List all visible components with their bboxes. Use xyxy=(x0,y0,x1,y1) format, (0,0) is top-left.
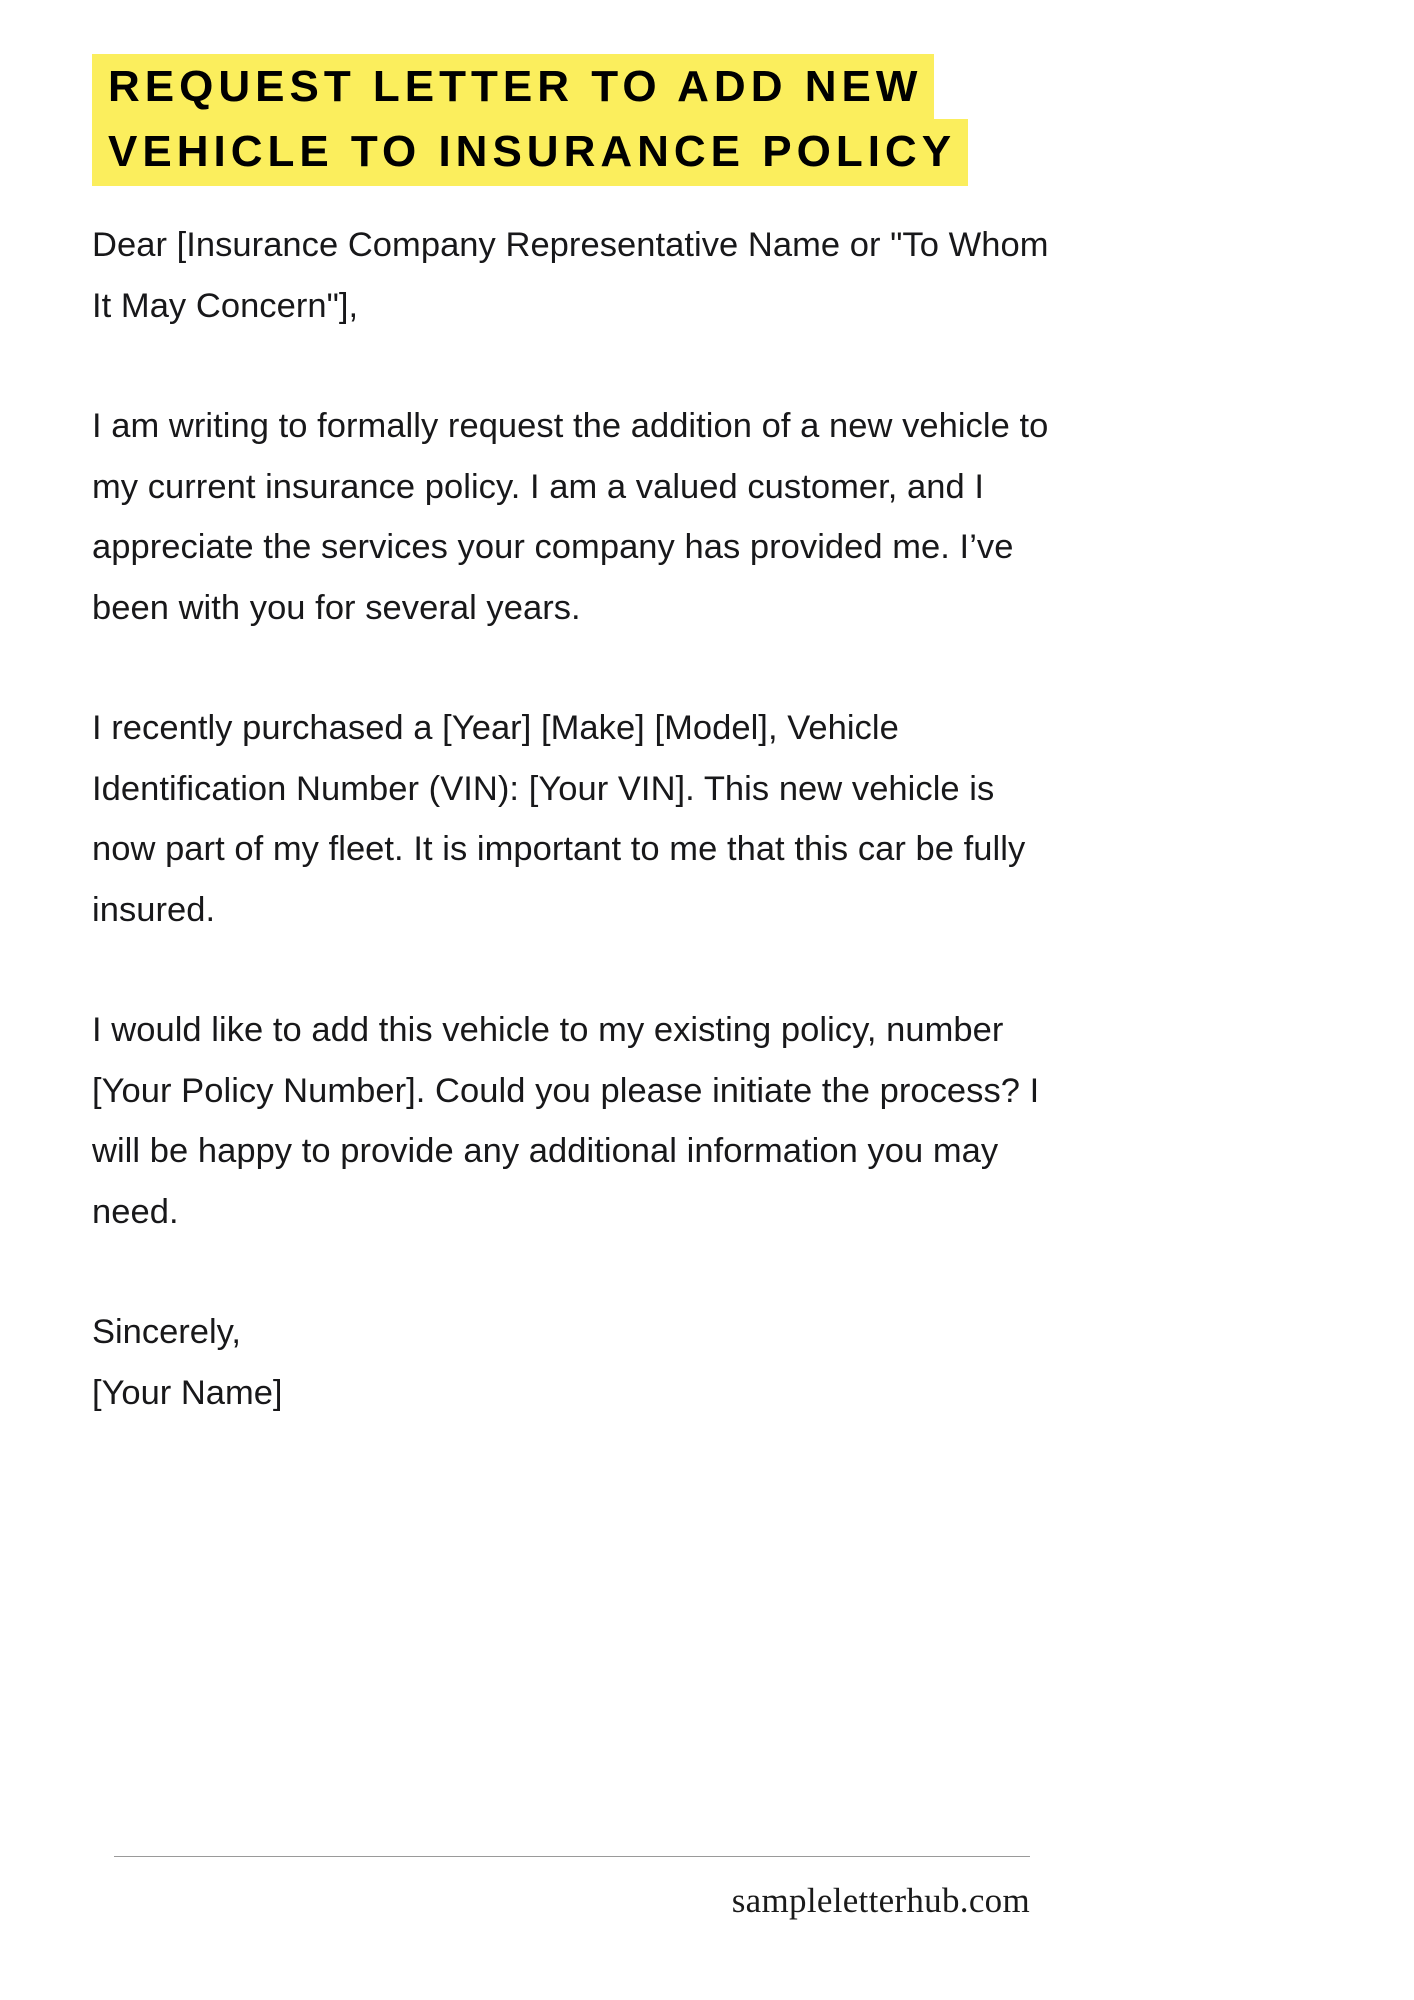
letter-body xyxy=(92,215,1057,1423)
salutation-paragraph: Dear [Insurance Company Representative Name or "To Whom It May Concern"], xyxy=(92,226,1049,325)
body-paragraph-2: I recently purchased a [Year] [Make] [Model], Vehicle Identification Number (VIN): [Your VIN]. This new vehicle is now part of my fleet. It is important to me that this car be fully insured. xyxy=(92,709,1026,929)
body-paragraph-1: I am writing to formally request the addition of a new vehicle to my current insurance policy. I am a valued customer, and I appreciate the services your company has provided me. I’ve been with you for several years. xyxy=(92,407,1049,627)
title-line-1: REQUEST LETTER TO ADD NEW xyxy=(92,54,934,121)
title-line-1-row xyxy=(92,56,1072,117)
page-title xyxy=(92,56,1072,182)
footer-website: sampleletterhub.com xyxy=(731,1881,1030,1920)
body-paragraph-3: I would like to add this vehicle to my existing policy, number [Your Policy Number]. Could you please initiate the process? I will be happy to provide any additional information you may need. xyxy=(92,1011,1040,1231)
closing-salutation: Sincerely, xyxy=(92,1313,241,1351)
footer-divider xyxy=(114,1856,1030,1857)
title-line-2-row xyxy=(92,121,1072,182)
signature-name: [Your Name] xyxy=(92,1373,283,1412)
title-line-2: VEHICLE TO INSURANCE POLICY xyxy=(92,119,968,186)
